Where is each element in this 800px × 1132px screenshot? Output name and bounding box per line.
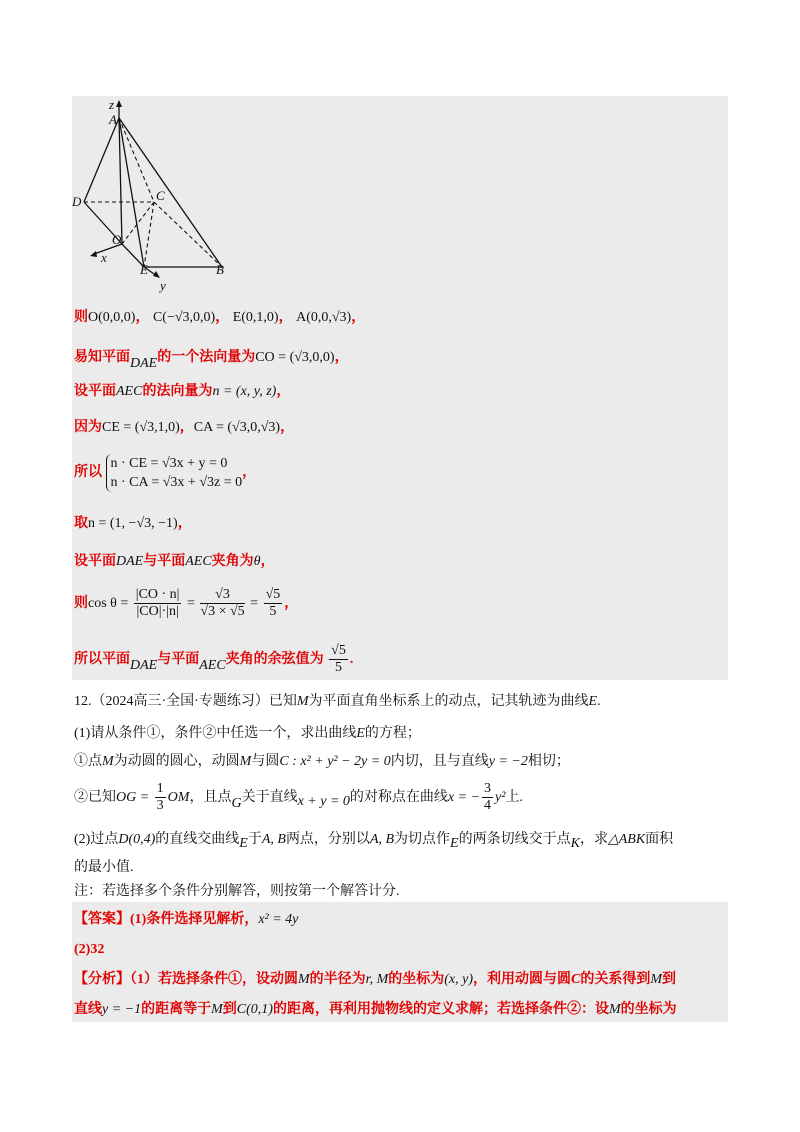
label-c: C [156,188,165,203]
sol-line-3: 设平面AEC的法向量为n = (x, y, z)， [74,384,291,399]
equation-system [106,454,243,492]
analysis-line-1: 【分析】（1）若选择条件①，设动圆M的半径为r, M的坐标为(x, y)，利用动圆与圆C的关系得到M到 [74,972,677,987]
label-z: z [109,97,115,112]
system-eq-1: n · CE = √3x + y = 0 [110,456,228,471]
sol-line-9: 所以平面DAE与平面AEC夹角的余弦值为 $\frac{√5}{5}$ . [74,643,354,676]
label-d: D [72,194,82,209]
label-e: E [140,262,148,277]
problem-12-stem: 12.（2024高三·全国·专题练习）已知M为平面直角坐标系上的动点，记其轨迹为曲线E. [74,694,601,709]
sol-line-7: 设平面DAE与平面AEC夹角为θ， [74,554,275,569]
fraction-one-third: $\frac{1}{3}$ [156,781,164,814]
answer-line-1: 【答案】(1)条件选择见解析，x² = 4y [74,912,299,927]
sol-line-4: 因为CE = (√3,1,0)，CA = (√3,0,√3)， [74,420,295,435]
problem-part-1: (1)请从条件①，条件②中任选一个，求出曲线E的方程； [74,726,421,741]
label-y: y [160,278,166,293]
label-b: B [216,262,224,277]
label-x: x [101,250,107,265]
fraction-result: $\frac{√5}{5}$ [331,643,346,676]
fraction-cos-2: $\frac{√3}{√3 \times √5}$ [200,587,245,620]
analysis-line-2: 直线y = −1的距离等于M到C(0,1)的距离，再利用抛物线的定义求解；若选择条件②：设M的坐标为 [74,1002,677,1017]
condition-2: ②已知OG = $\frac{1}{3}$ OM，且点G关于直线x + y = 0的对称点在曲线x = − $\frac{3}{4}$ y²上. [74,781,523,814]
sol-line-2: 易知平面DAE的一个法向量为CO = (√3,0,0)， [74,350,349,371]
sol-line-5: 所以 n · CE = √3x + y = 0 n · CA = √3x + √3z = 0 ， [74,456,257,490]
answer-line-2: (2)32 [74,942,105,957]
fraction-cos-1: $\frac{|CO \cdot n|}{|CO|\cdot|n|}$ [135,587,180,620]
fraction-three-quarters: $\frac{3}{4}$ [484,781,492,814]
sol-line-1: 则O(0,0,0)， C(−√3,0,0)， E(0,1,0)， A(0,0,√3)， [74,310,366,325]
problem-part-2: (2)过点D(0,4)的直线交曲线E于A, B两点，分别以A, B为切点作E的两条切线交于点K，求△ABK面积 [74,832,674,851]
label-o: O [112,232,122,247]
problem-note: 注：若选择多个条件分别解答，则按第一个解答计分. [74,884,400,899]
pyramid-diagram [72,96,252,296]
system-eq-2: n · CA = √3x + √3z = 0 [110,475,243,490]
fraction-cos-3: $\frac{√5}{5}$ [265,587,281,620]
sol-line-6: 取n = (1, −√3, −1)， [74,516,192,531]
condition-1: ①点M为动圆的圆心，动圆M与圆C : x² + y² − 2y = 0内切，且与直线y = −2相切； [74,754,570,769]
problem-part-2-line-2: 的最小值. [74,860,134,875]
label-a: A [109,112,117,127]
sol-line-8: 则cos θ = $\frac{|CO \cdot n|}{|CO|\cdot|n|}$ = $\frac{√3}{√3 \times √5}$ = $\frac{√5}{5}$ ， [74,587,299,620]
